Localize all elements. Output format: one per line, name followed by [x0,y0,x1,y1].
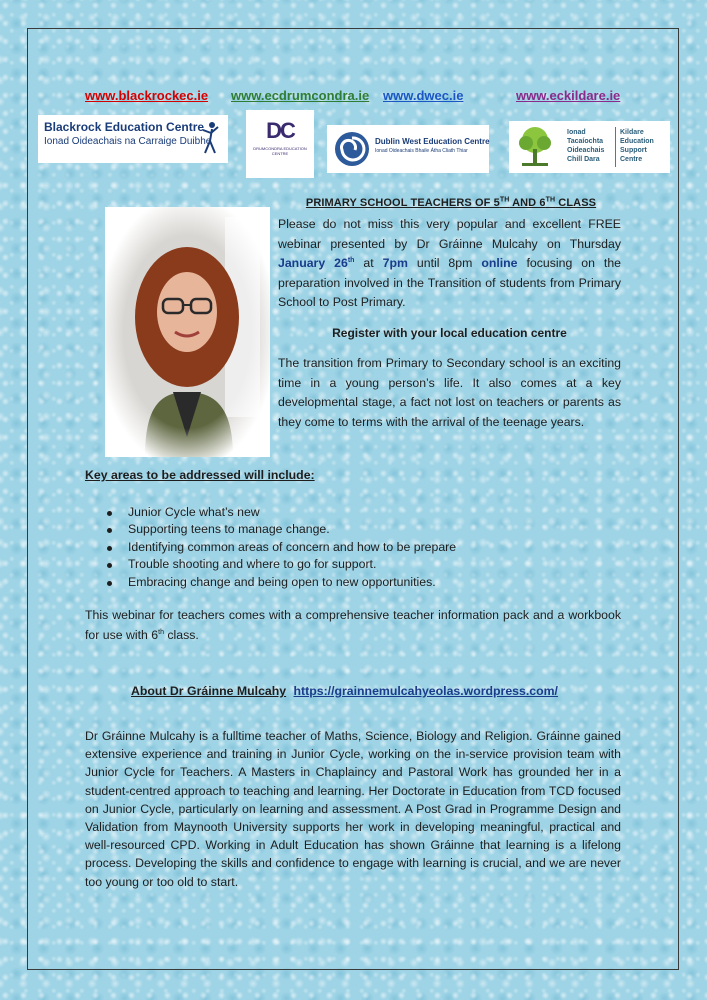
heading-ordinal: TH [545,196,556,204]
intro-text: Please do not miss this very popular and excellent FREE webinar presented by Dr Gráinne Mulcahy on Thursday [278,217,621,251]
dublin-west-subtitle: Ionad Oideachais Bhaile Átha Cliath Thiar [375,148,468,154]
intro-text: focusing on the preparation involved in the Transition of students from Primary School to Post Primary. [278,256,622,310]
list-item: Trouble shooting and where to go for support. [85,556,456,573]
pack-paragraph [85,606,621,645]
kildare-irish-name [567,128,604,164]
kildare-english-line: Centre [620,156,643,163]
centre-links [85,88,625,106]
list-item: Supporting teens to manage change. [85,521,456,538]
presenter-photo [105,207,270,457]
blackrock-logo [38,115,228,163]
event-date [278,256,354,270]
bio-paragraph: Dr Gráinne Mulcahy is a fulltime teacher of Maths, Science, Biology and Religion. Gráinne gained extensive experience and training in Junior Cycle, working on the in-service provision team with Junior Cycle for Teachers. A Masters in Chaplaincy and Pastoral Work has grounded her in a student-centred approach to teaching and learning. Her Doctorate in Education from TCD focused on Junior Cycle, particularly on learning and assessment. A Post Grad in Programme Design and Validation from Maynooth University supports her work in developing meaningful, practical and well-resourced CPD. Working in Adult Education has shown Gráinne that learning is a lifelong process. Developing the skills and confidence to engage with learning is crucial, and we are never too young or too old to start. [85,729,621,889]
about-label: About Dr Gráinne Mulcahy [131,684,287,698]
dublin-west-logo [327,125,489,173]
kildare-english-name [620,128,654,164]
kildare-english-line: Education [620,138,654,145]
event-online: online [481,256,518,271]
about-link[interactable]: https://grainnemulcahyeolas.wordpress.com/ [293,684,558,698]
pack-ordinal: th [158,628,164,636]
key-areas-list [85,504,456,591]
tree-icon [514,125,556,169]
transition-paragraph: The transition from Primary to Secondary school is an exciting time in a young person’s life. It also comes at a key developmental stage, a fact not lost on teachers or parents as they come to terms with the arrival of the teenage years. [278,356,621,429]
drumcondra-logo [246,110,314,178]
kildare-irish-line: Ionad [567,129,586,136]
kildare-logo [509,121,670,173]
blackrock-logo-subtitle: Ionad Oideachais na Carraige Duibhe [44,136,212,147]
about-heading [131,684,558,698]
kildare-irish-line: Oideachais [567,147,605,154]
event-time: 7pm [382,256,408,271]
pack-text: This webinar for teachers comes with a comprehensive teacher information pack and a workbook for use with 6 [85,608,621,642]
event-heading [282,197,620,209]
kildare-irish-line: Tacaíochta [567,138,604,145]
drumcondra-mark: DC [266,118,294,143]
link-blackrock[interactable]: www.blackrockec.ie [85,88,209,103]
heading-ordinal: TH [499,196,510,204]
link-kildare[interactable]: www.eckildare.ie [516,88,621,103]
register-note: Register with your local education centre [332,326,567,340]
key-areas-heading: Key areas to be addressed will include: [85,468,315,482]
intro-paragraph [278,215,621,313]
intro-text: until 8pm [407,256,482,271]
figure-icon [200,121,220,155]
event-date-ordinal: th [347,257,355,265]
list-item: Junior Cycle what’s new [85,504,456,521]
pack-text: class. [163,627,199,642]
kildare-english-line: Kildare [620,129,644,136]
list-item: Identifying common areas of concern and how to be prepare [85,539,456,556]
link-dwec[interactable]: www.dwec.ie [383,88,464,103]
heading-text: CLASS [555,197,597,209]
link-drumcondra[interactable]: www.ecdrumcondra.ie [231,88,370,103]
drumcondra-caption: DRUMCONDRA EDUCATION CENTRE [253,146,307,156]
kildare-irish-line: Chill Dara [567,156,600,163]
heading-text: AND 6 [509,197,546,209]
blackrock-logo-title: Blackrock Education Centre [44,120,205,134]
kildare-english-line: Support [620,147,647,154]
presenter-portrait [105,207,270,457]
heading-text: PRIMARY SCHOOL TEACHERS OF 5 [305,197,500,209]
swirl-icon [333,130,371,168]
intro-text: at [354,256,383,271]
list-item: Embracing change and being open to new opportunities. [85,574,456,591]
kildare-divider [615,127,616,167]
dublin-west-title: Dublin West Education Centre [375,137,490,146]
event-date-text: January 26 [278,256,348,271]
